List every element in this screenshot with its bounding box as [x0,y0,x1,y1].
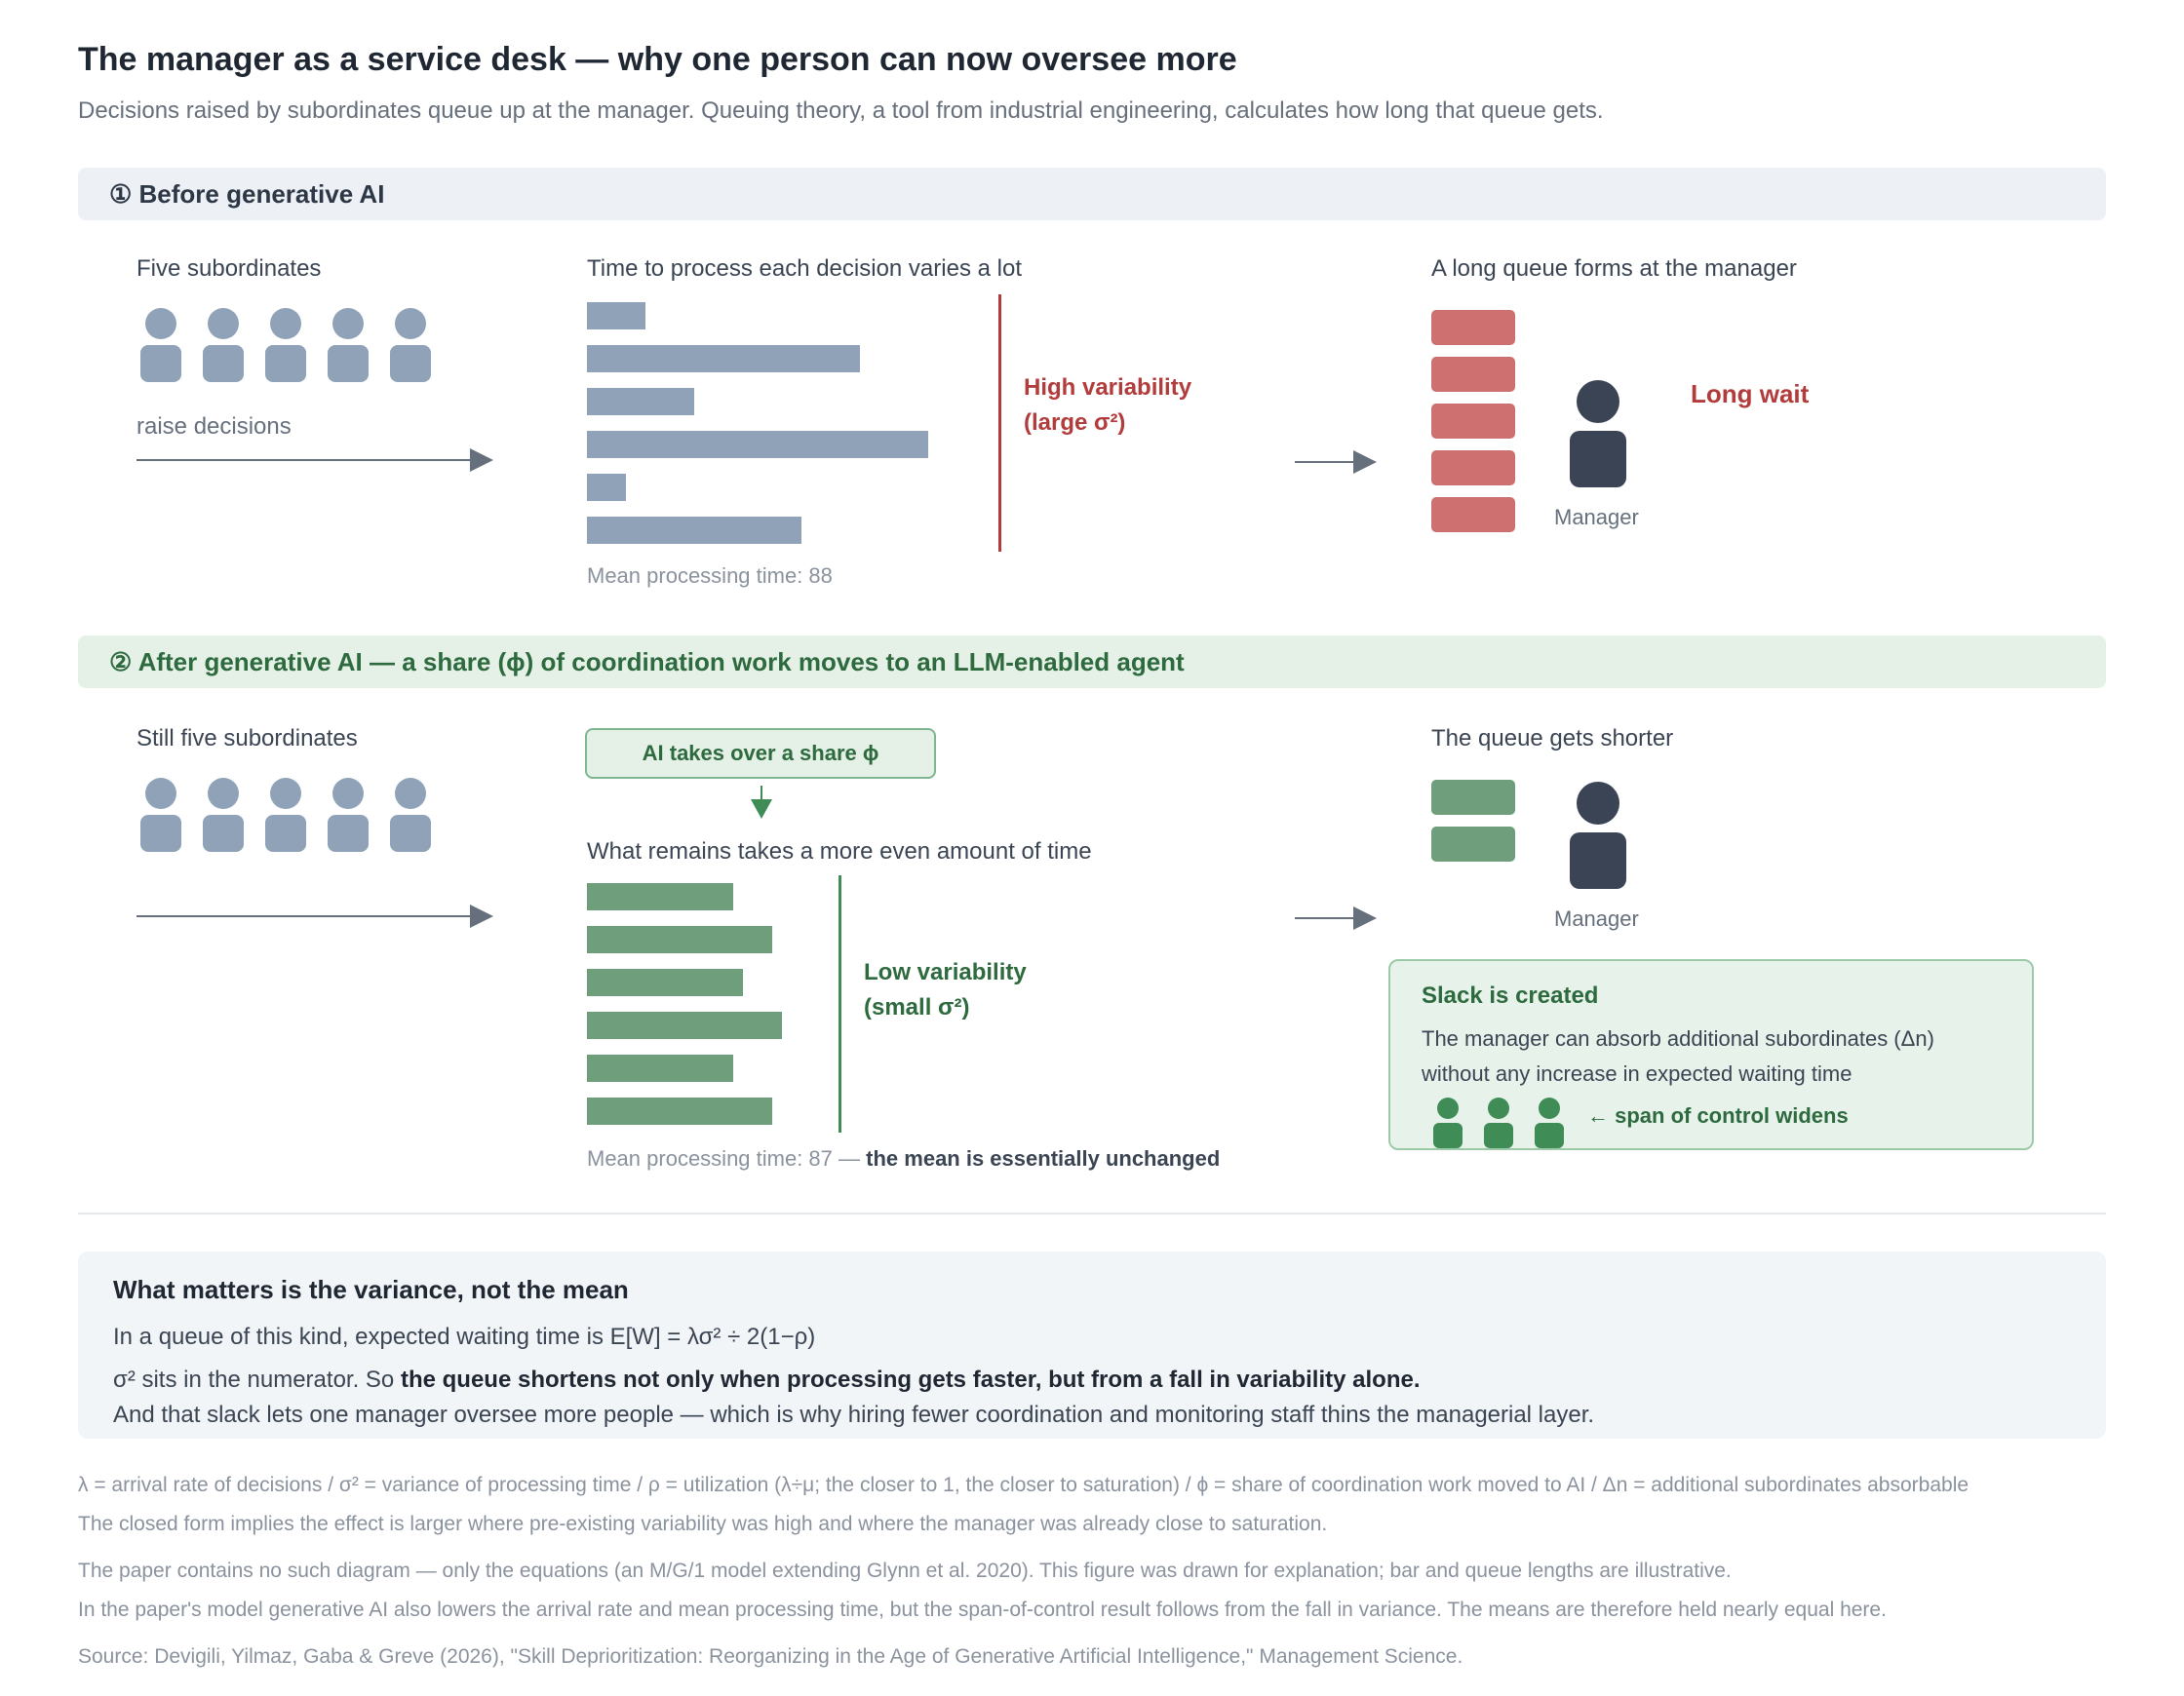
subordinate-icon [265,778,306,852]
high-variability-label [1024,370,1191,441]
page-subtitle: Decisions raised by subordinates queue up at the manager. Queuing theory, a tool from industrial engineering, calculates how long that queue gets. [78,97,1604,124]
subordinate-icon [140,778,181,852]
before-processing-bar [587,431,928,458]
manager-icon [1570,782,1626,889]
after-manager-label: Manager [1554,906,1639,931]
slack-title: Slack is created [1422,983,1599,1009]
before-processing-bar [587,388,694,415]
low-variability-line2: (small σ²) [864,994,970,1021]
slack-line1: The manager can absorb additional subordinates (Δn) [1422,1026,1934,1051]
summary-title: What matters is the variance, not the mean [113,1275,629,1304]
before-queue-label: A long queue forms at the manager [1431,255,1797,282]
span-of-control-label: ← span of control widens [1587,1103,1849,1128]
before-queue-block [1431,404,1515,439]
before-flow-arrow-icon [136,448,493,472]
subordinate-icon [328,778,369,852]
after-band [78,636,2106,688]
summary-box [78,1252,2106,1439]
source-note: Source: Devigili, Yilmaz, Gaba & Greve (2026), "Skill Deprioritization: Reorganizing in the Age of Generative Artificial Intelligence," Management Science. [78,1645,1463,1668]
high-variability-line2: (large σ²) [1024,409,1126,436]
subordinate-icon [390,308,431,382]
after-mean-label [587,1146,1220,1172]
raise-decisions-label: raise decisions [136,413,292,440]
summary-line2-bold: the queue shortens not only when processing gets faster, but from a fall in variability alone. [400,1367,1421,1393]
after-queue-block [1431,827,1515,862]
before-band [78,168,2106,220]
after-mean-value: Mean processing time: 87 — [587,1146,861,1171]
before-processing-label: Time to process each decision varies a lot [587,255,1022,282]
after-processing-bar [587,883,733,910]
slack-line2: without any increase in expected waiting time [1422,1061,1852,1086]
high-variability-line1: High variability [1024,374,1192,401]
subordinate-icon [390,778,431,852]
additional-subordinate-icon [1535,1098,1564,1148]
before-manager-label: Manager [1554,505,1639,529]
implication-note: The closed form implies the effect is larger where pre-existing variability was high and where the manager was already close to saturation. [78,1513,1328,1535]
before-queue-block [1431,357,1515,392]
after-processing-bar [587,969,743,996]
after-processing-bar [587,1012,782,1039]
section-divider [78,1213,2106,1214]
slack-body [1422,1021,1934,1092]
after-band-label: ② After generative AI — a share (ϕ) of coordination work moves to an LLM-enabled agent [109,647,1185,676]
before-processing-bar [587,302,645,329]
subordinate-icon [328,308,369,382]
disclaimer-note-1: The paper contains no such diagram — only the equations (an M/G/1 model extending Glynn et al. 2020). This figure was drawn for explanation; bar and queue lengths are illustrative. [78,1560,1732,1582]
slack-box [1388,959,2034,1150]
after-variability-line [838,875,841,1133]
before-processing-bar [587,517,801,544]
subordinate-icon [203,778,244,852]
manager-icon [1570,380,1626,487]
after-subordinates-label: Still five subordinates [136,725,358,752]
before-mean-label: Mean processing time: 88 [587,563,833,588]
additional-subordinate-icon [1433,1098,1462,1148]
subordinate-icon [140,308,181,382]
after-queue-block [1431,780,1515,815]
after-processing-bar [587,1055,733,1082]
after-processing-bar [587,926,772,953]
low-variability-line1: Low variability [864,959,1027,985]
before-queue-arrow-icon [1295,450,1377,474]
low-variability-label [864,955,1027,1025]
before-band-label: ① Before generative AI [109,179,385,209]
before-processing-bar [587,345,860,372]
additional-subordinate-icon [1484,1098,1513,1148]
after-processing-label: What remains takes a more even amount of time [587,838,1092,865]
after-flow-arrow-icon [136,905,493,928]
subordinate-icon [203,308,244,382]
after-queue-arrow-icon [1295,906,1377,930]
summary-formula: In a queue of this kind, expected waiting time is E[W] = λσ² ÷ 2(1−ρ) [113,1324,816,1350]
long-wait-label: Long wait [1691,379,1810,408]
after-queue-label: The queue gets shorter [1431,725,1674,752]
before-queue-block [1431,310,1515,345]
ai-share-box: AI takes over a share ϕ [585,728,936,779]
subordinate-icon [265,308,306,382]
page-title: The manager as a service desk — why one person can now oversee more [78,41,1237,78]
before-subordinates-label: Five subordinates [136,255,322,282]
before-processing-bar [587,474,626,501]
before-queue-block [1431,497,1515,532]
after-processing-bar [587,1098,772,1125]
after-mean-emphasis: the mean is essentially unchanged [866,1146,1221,1171]
summary-line2-start: σ² sits in the numerator. So [113,1367,395,1393]
disclaimer-note-2: In the paper's model generative AI also lowers the arrival rate and mean processing time, but the span-of-control result follows from the fall in variance. The means are therefore held nearly equal here. [78,1599,1887,1621]
ai-down-arrow-icon [751,786,772,821]
summary-line2 [113,1367,1421,1394]
before-variability-line [998,294,1001,552]
summary-line3: And that slack lets one manager oversee more people — which is why hiring fewer coordination and monitoring staff thins the managerial layer. [113,1402,1595,1428]
notation-legend: λ = arrival rate of decisions / σ² = variance of processing time / ρ = utilization (λ÷μ; the closer to 1, the closer to saturation) / ϕ = share of coordination work moved to AI / Δn = additional subordinates absorbable [78,1474,1970,1496]
before-queue-block [1431,450,1515,485]
